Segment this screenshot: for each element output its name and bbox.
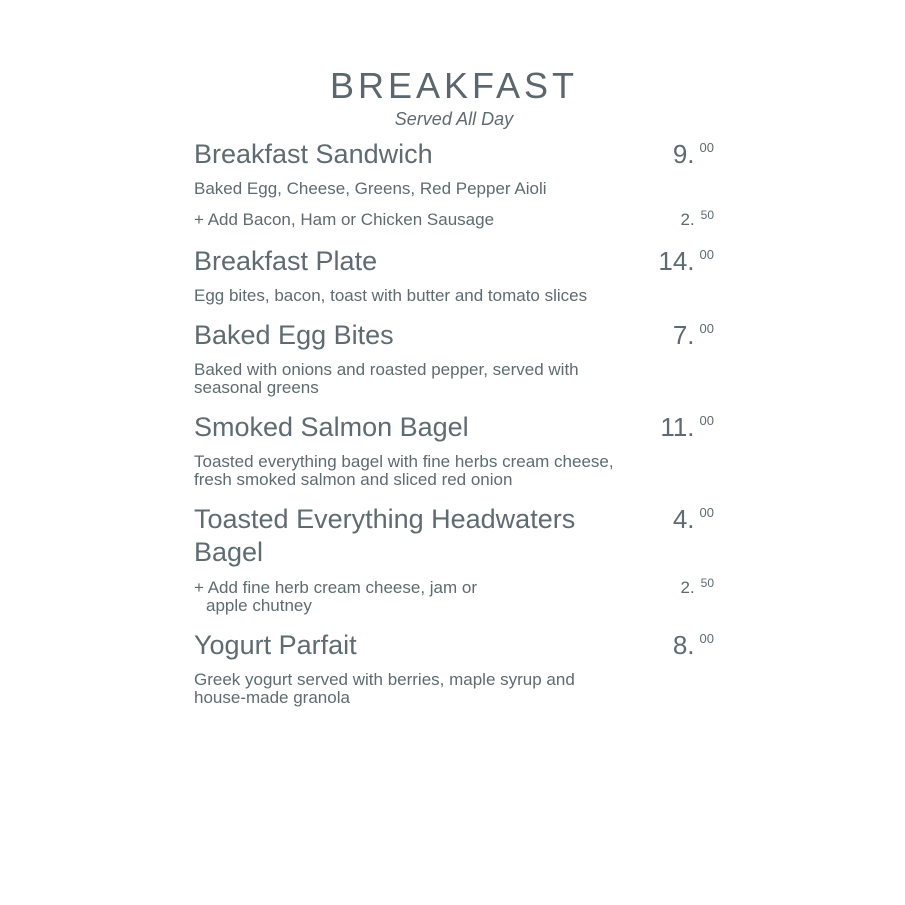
- addon-line-1: + Add fine herb cream cheese, jam or: [194, 578, 478, 597]
- addon-price-cents: 50: [700, 576, 714, 590]
- menu-item-breakfast-plate: [194, 245, 714, 305]
- addon-price: [644, 208, 714, 229]
- item-addon: [194, 576, 714, 615]
- item-description: Baked with onions and roasted pepper, served with seasonal greens: [194, 360, 579, 397]
- price-cents: 00: [699, 505, 714, 520]
- addon-price: [644, 576, 714, 597]
- item-description: Greek yogurt served with berries, maple syrup and house-made granola: [194, 670, 575, 707]
- price-cents: 00: [699, 247, 714, 262]
- item-price: [644, 629, 714, 662]
- price-whole: 4.: [672, 504, 695, 534]
- item-price: [644, 245, 714, 278]
- item-description: Toasted everything bagel with fine herbs cream cheese, fresh smoked salmon and sliced red onion: [194, 452, 614, 489]
- price-cents: 00: [699, 413, 714, 428]
- item-price: [644, 411, 714, 444]
- item-name: Baked Egg Bites: [194, 320, 394, 350]
- addon-text: + Add Bacon, Ham or Chicken Sausage: [194, 210, 495, 229]
- price-cents: 00: [699, 631, 714, 646]
- menu-item-smoked-salmon-bagel: [194, 411, 714, 489]
- price-whole: 9.: [672, 139, 695, 169]
- menu-title: BREAKFAST: [329, 65, 579, 106]
- price-cents: 00: [699, 140, 714, 155]
- price-whole: 7.: [672, 320, 695, 350]
- menu-item-breakfast-sandwich: [194, 138, 714, 229]
- price-cents: 00: [699, 321, 714, 336]
- menu-item-headwaters-bagel: [194, 503, 714, 615]
- addon-price-whole: 2.: [680, 578, 695, 597]
- addon-text: [194, 579, 624, 615]
- item-price: [644, 503, 714, 536]
- addon-price-whole: 2.: [680, 210, 695, 229]
- item-description: Baked Egg, Cheese, Greens, Red Pepper Aioli: [194, 179, 547, 198]
- price-whole: 11.: [660, 412, 695, 442]
- item-name: Breakfast Sandwich: [194, 139, 433, 169]
- breakfast-menu: [194, 64, 714, 707]
- menu-item-yogurt-parfait: [194, 629, 714, 707]
- item-name: Breakfast Plate: [194, 246, 378, 276]
- menu-item-baked-egg-bites: [194, 319, 714, 397]
- item-name: Yogurt Parfait: [194, 630, 357, 660]
- price-whole: 8.: [672, 630, 695, 660]
- item-price: [644, 138, 714, 171]
- price-whole: 14.: [658, 246, 695, 276]
- addon-price-cents: 50: [700, 208, 714, 222]
- menu-subtitle: Served All Day: [394, 109, 514, 129]
- addon-line-2: apple chutney: [206, 596, 312, 615]
- item-addon: [194, 208, 714, 229]
- item-description: Egg bites, bacon, toast with butter and tomato slices: [194, 286, 588, 305]
- item-name: Toasted Everything Headwaters Bagel: [194, 504, 576, 567]
- item-price: [644, 319, 714, 352]
- item-name: Smoked Salmon Bagel: [194, 412, 469, 442]
